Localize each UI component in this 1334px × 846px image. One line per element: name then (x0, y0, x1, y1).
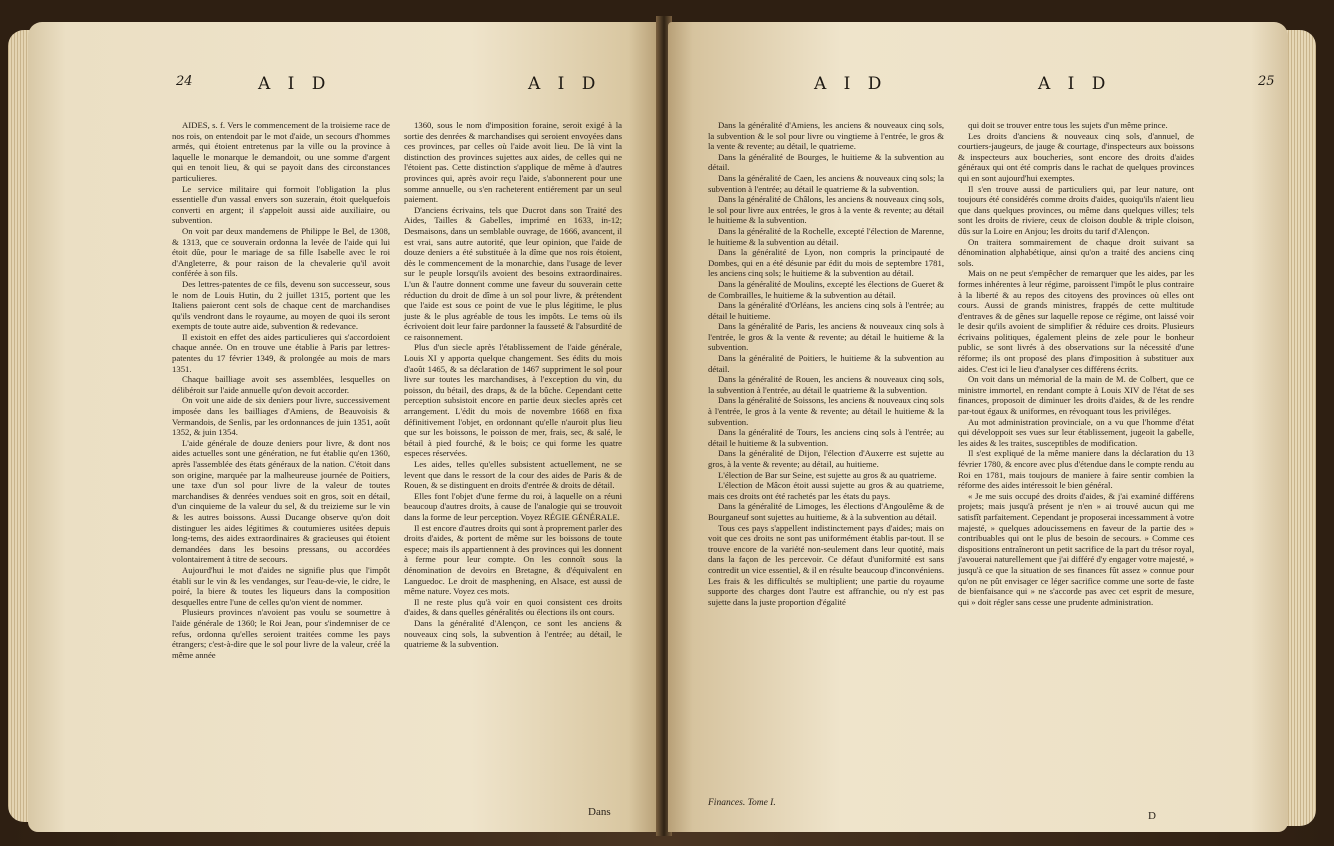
paragraph: Elles font l'objet d'une ferme du roi, à laquelle on a réuni beaucoup d'autres droits, à cause de l'analogie qui se trouvoit dans la forme de leur perception. Voyez RÉGIE GÉNÉRALE. (404, 490, 622, 522)
left-page (28, 22, 660, 832)
paragraph: Plus d'un siecle après l'établissement de l'aide générale, Louis XI y apporta quelque changement. Ses édits du mois d'août 1465, & sa déclaration de 1467 suppriment le sol pour livre sur toutes les marchandises, à l'exception du vin, du poisson, du bétail, des draps, & de la bûche. Cependant cette perception subsistoit encore en partie deux siecles après cet arrangement. L'édit du mois de novembre 1668 en fixa définitivement l'objet, en ordonnant qu'elle n'auroit plus lieu que sur les boissons, le poisson de mer, frais, sec, & salé, le bétail à pied fourché, & le bois; ce qui forme les quatre especes réservées. (404, 342, 622, 459)
running-head-right-col1: A I D (814, 74, 888, 94)
page-footer: Finances. Tome I. (708, 798, 776, 808)
paragraph: Aujourd'hui le mot d'aides ne signifie plus que l'impôt établi sur le vin & les vendanges, sur l'eau-de-vie, le cidre, le poiré, la biere & toutes les liqueurs dans la composition desquelles entre l'une de celles qu'on vient de nommer. (172, 564, 390, 607)
right-column-2 (958, 120, 1194, 607)
running-head-right-col2: A I D (1038, 74, 1112, 94)
paragraph: Dans la généralité de Limoges, les élections d'Angoulême & de Bourganeuf sont sujettes au huitieme, & à la subvention au détail. (708, 501, 944, 522)
paragraph: Dans la généralité de Paris, les anciens & nouveaux cinq sols à l'entrée, le gros & la vente & revente; au détail le huitieme & la subvention. (708, 321, 944, 353)
paragraph: Au mot administration provinciale, on a vu que l'homme d'état qui développoit ses vues sur leur établissement, jugeoit la gabelle, les aides & les traites, susceptibles de modification. (958, 416, 1194, 448)
paragraph: On traitera sommairement de chaque droit suivant sa dénomination alphabétique, ainsi qu'on a traité des anciens cinq sols. (958, 236, 1194, 268)
paragraph: 1360, sous le nom d'imposition foraine, seroit exigé à la sortie des denrées & marchandises qui seroient envoyées dans ces provinces, par celles où l'aide avoit lieu. De là vint la distinction des provinces sujettes aux aides, de celles qui ne l'étoient pas. Cette distinction s'applique de même à d'autres provinces qui, après avoir reçu l'aide, s'abonnerent pour une somme annuelle, ou s'en racheterent entiérement par un seul paiement. (404, 120, 622, 205)
paragraph: Dans la généralité de Dijon, l'élection d'Auxerre est sujette au gros, à la vente & revente; au détail, au huitieme. (708, 448, 944, 469)
paragraph: On voit dans un mémorial de la main de M. de Colbert, que ce ministre immortel, en rendant compte à Louis XIV de l'état de ses finances, proposoit de diminuer les droits d'aides, & de les rendre par-tout égaux & uniformes, en révoquant tous les priviléges. (958, 374, 1194, 417)
paragraph: Il est encore d'autres droits qui sont à proprement parler des droits d'aides, & portent de même sur les boissons de toute espece; mais ils appartiennent à des provinces qui les donnent à ferme pour leur compte. On les connoît sous la dénomination de devoirs en Bretagne, & d'équivalent en Languedoc. Le droit de masphening, en Alsace, est aussi de même nature. Voyez ces mots. (404, 522, 622, 597)
paragraph: L'aide générale de douze deniers pour livre, & dont nos aides actuelles sont une génération, ne fut établie qu'en 1360, après l'assemblée des états généraux de la nation. C'étoit dans son origine, marquée par la malheureuse journée de Poitiers, une taxe d'un sol pour livre de la valeur de toutes marchandises & denrées vendues soit en gros, soit en détail, d'un cinquieme de la valeur du sel, & du treizieme sur le vin & les autres boissons. Aussi Ducange observe qu'on doit distinguer les aides légitimes & coutumieres usitées depuis long-tems, des aides extraordinaires & gracieuses qui étoient demandées dans les besoins pressans, ou accordées volontairement à titre de secours. (172, 437, 390, 565)
paragraph: Dans la généralité de Lyon, non compris la principauté de Dombes, qui en a été désunie par édit du mois de septembre 1781, les anciens cinq sols; le huitieme & la subvention au détail. (708, 247, 944, 279)
paragraph: On voit une aide de six deniers pour livre, successivement imposée dans les bailliages d'Amiens, de Beauvoisis & Vermandois, de Senlis, par les ordonnances de juin 1351, août 1352, & juin 1354. (172, 395, 390, 438)
paragraph: L'élection de Bar sur Seine, est sujette au gros & au quatrieme. (718, 469, 937, 480)
paragraph: Il ne reste plus qu'à voir en quoi consistent ces droits d'aides, & dans quelles généralités ou élections ils ont cours. (404, 596, 622, 618)
paragraph: Plusieurs provinces n'avoient pas voulu se soumettre à l'aide générale de 1360; le Roi Jean, pour s'indemniser de ce refus, ordonna qu'elles seroient traitées comme les pays étrangers; c'est-à-dire que le sol pour livre de la valeur, créé la même année (172, 607, 390, 660)
paragraph: Il s'en trouve aussi de particuliers qui, par leur nature, ont toujours été considérés comme droits d'aides, quoiqu'ils n'aient lieu que dans quelques provinces, ou même dans quelques villes; tels sont les droits de riviere, ceux de cloison double & triple cloison, dûs sur la Loire en Anjou; les droits du tarif d'Alençon. (958, 183, 1194, 236)
paragraph: L'élection de Mâcon étoit aussi sujette au gros & au quatrieme, mais ces droits ont été rachetés par les états du pays. (708, 480, 944, 501)
paragraph: Dans la généralité de Rouen, les anciens & nouveaux cinq sols, la subvention à l'entrée, au détail le quatrieme & la subvention. (708, 374, 944, 395)
paragraph: On voit par deux mandemens de Philippe le Bel, de 1308, & 1313, que ce souverain ordonna la levée de l'aide qui lui étoit dûe, pour le mariage de sa fille Isabelle avec le roi d'Angleterre, & pour raison de la chevalerie qu'il avoit conférée à son fils. (172, 225, 390, 279)
paragraph: qui doit se trouver entre tous les sujets d'un même prince. (968, 120, 1168, 130)
paragraph: Mais on ne peut s'empêcher de remarquer que les aides, par les formes inhérentes à leur régime, paroissent l'impôt le plus contraire à la liberté & au repos des citoyens des provinces où elles ont cours. Aussi de grands ministres, frappés de cette multitude d'entraves & de gênes sur laquelle repose ce régime, ont laissé voir le desir qu'ils avoient de simplifier & réduire ces droits. Plusieurs écrivains politiques, également pleins de zele pour le bonheur public, se sont livrés à des observations sur la nécessité d'une réforme; ils ont proposé des plans d'imposition à substituer aux aides. C'est ici le lieu d'analyser ces différens écrits. (958, 268, 1194, 374)
paragraph: Dans la généralité de Soissons, les anciens & nouveaux cinq sols à l'entrée, le gros à la vente & revente; au détail le huitieme & la subvention. (708, 395, 944, 427)
right-page (668, 22, 1288, 832)
paragraph: Chaque bailliage avoit ses assemblées, lesquelles on délibéroit sur l'aide annuelle qu'on devoit accorder. (172, 374, 390, 395)
paragraph: Dans la généralité d'Alençon, ce sont les anciens & nouveaux cinq sols, la subvention à l'entrée; au détail, le quatrieme & la subvention. (404, 617, 622, 650)
signature-mark: D (1148, 810, 1156, 822)
paragraph: D'anciens écrivains, tels que Ducrot dans son Traité des Aides, Tailles & Gabelles, imprimé en 1633, in-12; Desmaisons, dans un semblable ouvrage, de 1666, avancent, il est vrai, sans autre autorité, que leur opinion, que l'aide de douze deniers a été substituée à la dîme que nos rois étoient, dès le commencement de la monarchie, dans l'usage de lever sur le peuple lorsqu'ils avoient des besoins extraordinaires. L'un & l'autre donnent comme une faveur du souverain cette réduction du droit de dîme à un sol pour livre, & prétendent que l'aide est sous ce point de vue le plus légitime, le plus juste & le plus agréable de tous les impôts. Le tems où ils écrivoient doit leur faire pardonner la fausseté & l'absurdité de ce raisonnement. (404, 204, 622, 342)
page-number-left: 24 (176, 74, 193, 89)
paragraph: Les aides, telles qu'elles subsistent actuellement, ne se levent que dans le ressort de la cour des aides de Paris & de Rouen, & se distinguent en droits d'entrée & droits de détail. (404, 459, 622, 491)
paragraph: Dans la généralité de Poitiers, le huitieme & la subvention au détail. (708, 353, 944, 374)
paragraph: Dans la généralité de Châlons, les anciens & nouveaux cinq sols, le sol pour livre aux entrées, le gros à la vente & revente; au détail le huitieme & la subvention. (708, 194, 944, 226)
paragraph: Dans la généralité de Tours, les anciens cinq sols à l'entrée; au détail le huitieme & la subvention. (708, 427, 944, 448)
paragraph: Des lettres-patentes de ce fils, devenu son successeur, sous le nom de Louis Hutin, du 2 juillet 1315, portent que les Italiens paieront cent sols de chaque cent de marchandises qu'ils vendront dans le royaume, au moyen de quoi ils seront exempts de toute autre aide, subvention & redevance. (172, 278, 390, 332)
running-head-left-col1: A I D (258, 74, 332, 94)
paragraph: Les droits d'anciens & nouveaux cinq sols, d'annuel, de courtiers-jaugeurs, de jauge & courtage, d'inspecteurs aux boissons & inspecteurs aux boucheries, sont encore des droits d'aides généraux qui ont été compris dans le rachat de quelques provinces qui en sont aujourd'hui exemptes. (958, 130, 1194, 183)
paragraph: Dans la généralité d'Amiens, les anciens & nouveaux cinq sols, la subvention & le sol pour livre ou vingtieme à l'entrée, le gros & la vente & revente; au détail, le quatrieme. (708, 120, 944, 152)
left-column-1 (172, 120, 390, 660)
paragraph: Dans la généralité de la Rochelle, excepté l'élection de Marenne, le huitieme & la subvention au détail. (708, 225, 944, 247)
running-head-left-col2: A I D (528, 74, 602, 94)
catchword: Dans (588, 806, 611, 818)
paragraph: Dans la généralité de Bourges, le huitieme & la subvention au détail. (708, 151, 944, 173)
paragraph: Dans la généralité d'Orléans, les anciens cinq sols à l'entrée; au détail le huitieme. (708, 300, 944, 321)
page-number-right: 25 (1258, 74, 1275, 89)
paragraph: Il s'est expliqué de la même maniere dans la déclaration du 13 février 1780, & encore avec plus d'étendue dans le compte rendu au Roi en 1781, mais toujours de maniere à faire sentir combien la réforme des aides intéressoit le bien général. (958, 448, 1194, 491)
right-column-1 (708, 120, 944, 607)
page-edges-right (1286, 30, 1316, 826)
page-edges-left (8, 30, 30, 822)
left-column-2 (404, 120, 622, 650)
paragraph: Il existoit en effet des aides particulieres qui s'accordoient chaque année. On en trouve une établie à Paris par lettres-patentes du 17 février 1349, & prolongée au mois de mars 1351. (172, 331, 390, 374)
paragraph: AIDES, s. f. Vers le commencement de la troisieme race de nos rois, on entendoit par le mot d'aide, un secours d'hommes armés, qui étoient entretenus par la ville ou la province à laquelle le monarque le demandoit, ou une somme d'argent qui en tenoit lieu, & qui se payoit dans des circonstances particulieres. (172, 120, 390, 183)
paragraph: Le service militaire qui formoit l'obligation la plus essentielle d'un vassal envers son suzerain, étoit quelquefois converti en argent; il s'appeloit aussi aide auxiliaire, ou subvention. (172, 183, 390, 226)
paragraph: Tous ces pays s'appellent indistinctement pays d'aides; mais on voit que ces droits ne sont pas uniformément établis par-tout. Il se trouve encore de la variété non-seulement dans leur quotité, mais dans la façon de les percevoir. Ce défaut d'uniformité est sans contredit un vice essentiel, & il en résulte beaucoup d'inconvéniens. Les frais & les difficultés se multiplient; une partie du royaume supporte des charges dont l'autre est affranchie, ou n'y est pas sujette dans la juste proportion d'égalité (708, 522, 944, 607)
paragraph: « Je me suis occupé des droits d'aides, & j'ai examiné différens projets; mais jusqu'à présent je n'en » ai trouvé aucun qui me satisfît parfaitement. Cependant je proposerai incessamment à votre majesté, » quelques adoucissemens en faveur de la partie des » contribuables qui ont le plus de besoin de secours. » Comme ces dispositions entraîneront un petit sacrifice de la part du trésor royal, j'avouerai naturellement que j'ai différé d'y engager votre majesté, » jusqu'à ce que la situation de ses finances fût assez » connue pour qu'on ne pût envisager ce léger sacrifice comme une sorte de faste de bienfaisance qui » ne s'accorde pas avec cet esprit de mesure, qui » doit régler sans cesse une prudente administration. (958, 490, 1194, 607)
paragraph: Dans la généralité de Moulins, excepté les élections de Gueret & de Combrailles, le huitieme & la subvention au détail. (708, 278, 944, 300)
paragraph: Dans la généralité de Caen, les anciens & nouveaux cinq sols; la subvention à l'entrée; au détail le quatrieme & la subvention. (708, 172, 944, 194)
